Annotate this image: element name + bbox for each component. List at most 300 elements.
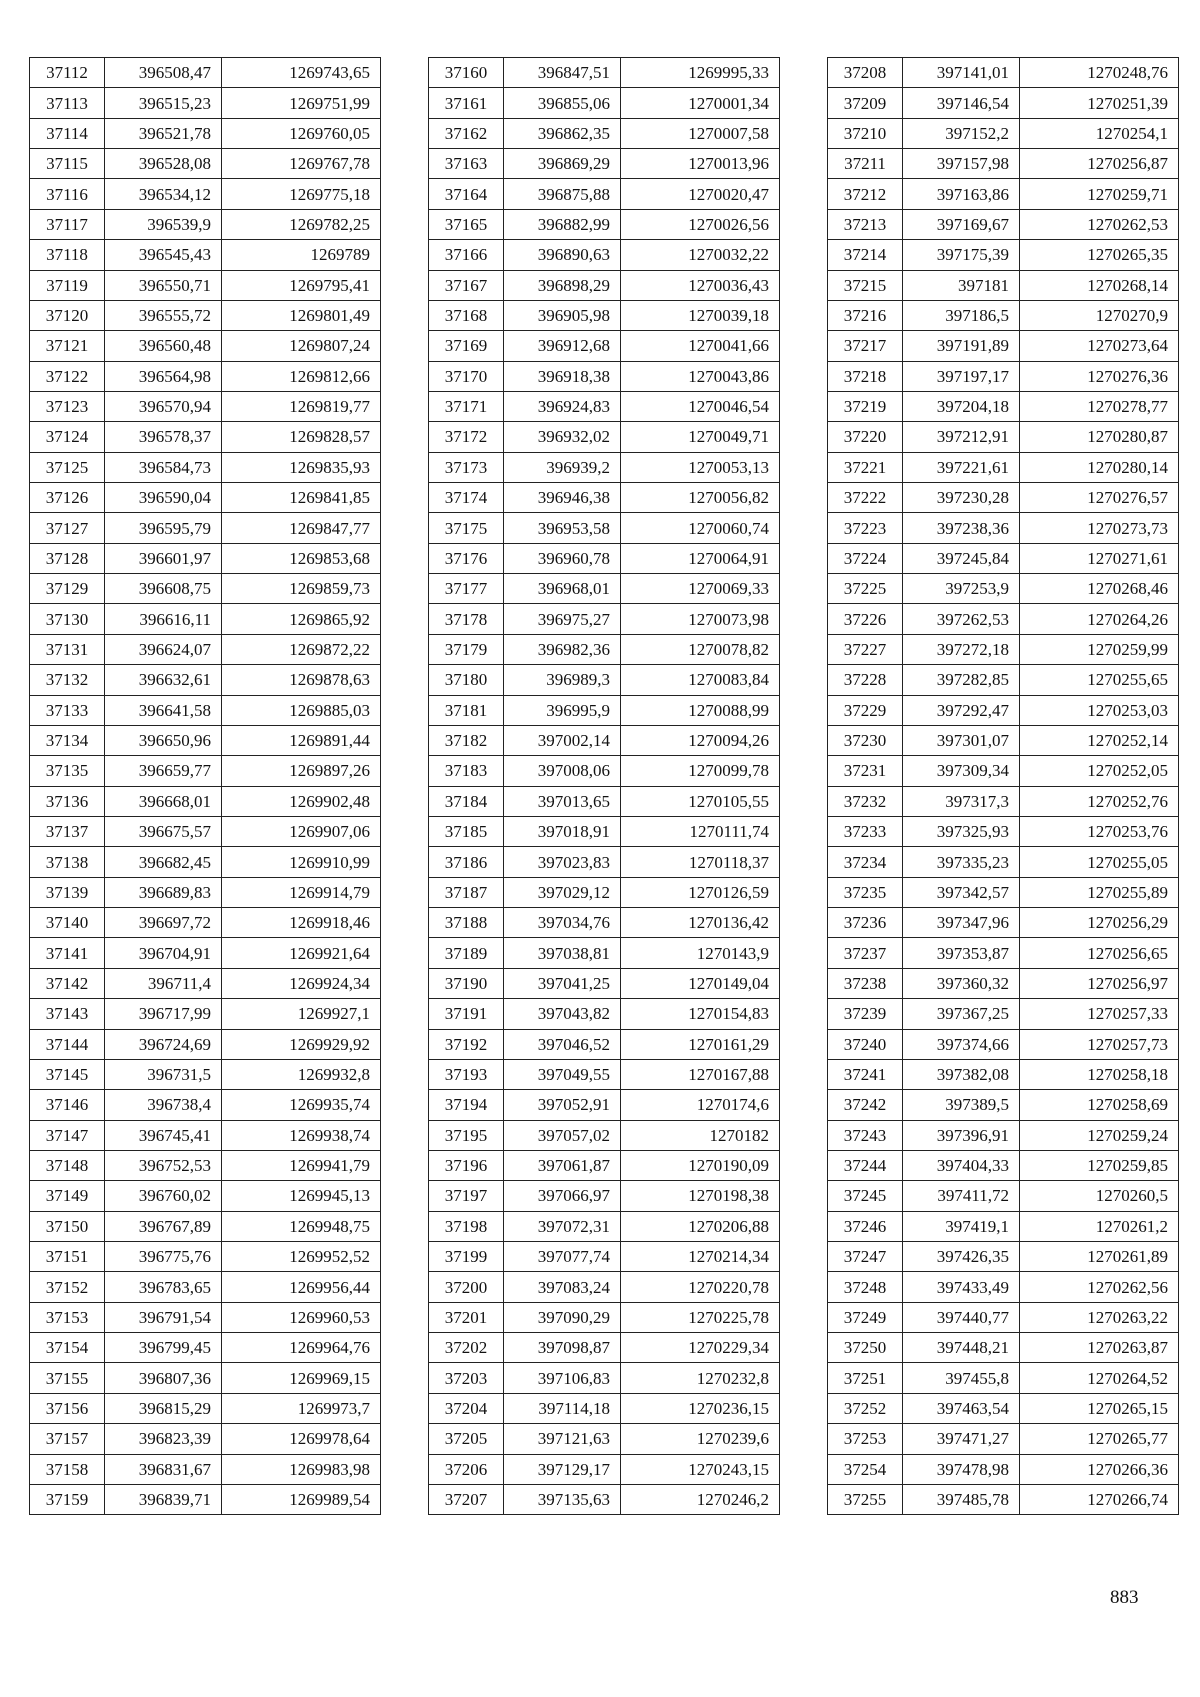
x-coordinate-cell: 396595,79: [105, 513, 222, 543]
table-row: [429, 1029, 780, 1059]
y-coordinate-cell: 1269929,92: [222, 1029, 381, 1059]
x-coordinate-cell: 396668,01: [105, 786, 222, 816]
x-coordinate-cell: 397018,91: [504, 816, 621, 846]
point-id-cell: 37209: [828, 88, 903, 118]
x-coordinate-cell: 397404,33: [903, 1150, 1020, 1180]
y-coordinate-cell: 1270280,14: [1020, 452, 1179, 482]
point-id-cell: 37134: [30, 725, 105, 755]
y-coordinate-cell: 1269847,77: [222, 513, 381, 543]
point-id-cell: 37139: [30, 877, 105, 907]
point-id-cell: 37166: [429, 240, 504, 270]
y-coordinate-cell: 1270078,82: [621, 634, 780, 664]
point-id-cell: 37136: [30, 786, 105, 816]
x-coordinate-cell: 397221,61: [903, 452, 1020, 482]
point-id-cell: 37216: [828, 300, 903, 330]
table-row: [828, 452, 1179, 482]
x-coordinate-cell: 396528,08: [105, 149, 222, 179]
y-coordinate-cell: 1270239,6: [621, 1424, 780, 1454]
x-coordinate-cell: 397121,63: [504, 1424, 621, 1454]
table-row: [30, 1393, 381, 1423]
table-row: [30, 574, 381, 604]
point-id-cell: 37188: [429, 908, 504, 938]
table-row: [828, 391, 1179, 421]
point-id-cell: 37213: [828, 209, 903, 239]
point-id-cell: 37224: [828, 543, 903, 573]
table-row: [30, 1059, 381, 1089]
table-row: [429, 361, 780, 391]
y-coordinate-cell: 1270261,2: [1020, 1211, 1179, 1241]
x-coordinate-cell: 397262,53: [903, 604, 1020, 634]
y-coordinate-cell: 1270073,98: [621, 604, 780, 634]
y-coordinate-cell: 1270266,74: [1020, 1484, 1179, 1514]
x-coordinate-cell: 397455,8: [903, 1363, 1020, 1393]
table-row: [429, 88, 780, 118]
y-coordinate-cell: 1269743,65: [222, 58, 381, 88]
coordinates-table-2: [428, 57, 780, 1515]
table-row: [30, 118, 381, 148]
point-id-cell: 37142: [30, 968, 105, 998]
point-id-cell: 37247: [828, 1242, 903, 1272]
point-id-cell: 37232: [828, 786, 903, 816]
point-id-cell: 37176: [429, 543, 504, 573]
x-coordinate-cell: 396982,36: [504, 634, 621, 664]
y-coordinate-cell: 1270236,15: [621, 1393, 780, 1423]
x-coordinate-cell: 397083,24: [504, 1272, 621, 1302]
y-coordinate-cell: 1270007,58: [621, 118, 780, 148]
y-coordinate-cell: 1270214,34: [621, 1242, 780, 1272]
x-coordinate-cell: 396882,99: [504, 209, 621, 239]
table-row: [30, 270, 381, 300]
point-id-cell: 37146: [30, 1090, 105, 1120]
table-row: [429, 240, 780, 270]
point-id-cell: 37254: [828, 1454, 903, 1484]
y-coordinate-cell: 1269828,57: [222, 422, 381, 452]
x-coordinate-cell: 397471,27: [903, 1424, 1020, 1454]
x-coordinate-cell: 397433,49: [903, 1272, 1020, 1302]
point-id-cell: 37122: [30, 361, 105, 391]
table-row: [30, 1484, 381, 1514]
y-coordinate-cell: 1270032,22: [621, 240, 780, 270]
point-id-cell: 37203: [429, 1363, 504, 1393]
x-coordinate-cell: 397191,89: [903, 331, 1020, 361]
point-id-cell: 37215: [828, 270, 903, 300]
y-coordinate-cell: 1270001,34: [621, 88, 780, 118]
point-id-cell: 37202: [429, 1333, 504, 1363]
table-row: [30, 179, 381, 209]
x-coordinate-cell: 396632,61: [105, 665, 222, 695]
table-row: [429, 604, 780, 634]
x-coordinate-cell: 396767,89: [105, 1211, 222, 1241]
table-row: [30, 1150, 381, 1180]
x-coordinate-cell: 396515,23: [105, 88, 222, 118]
table-row: [429, 270, 780, 300]
x-coordinate-cell: 396775,76: [105, 1242, 222, 1272]
x-coordinate-cell: 397309,34: [903, 756, 1020, 786]
y-coordinate-cell: 1270273,64: [1020, 331, 1179, 361]
x-coordinate-cell: 397057,02: [504, 1120, 621, 1150]
point-id-cell: 37178: [429, 604, 504, 634]
x-coordinate-cell: 397325,93: [903, 816, 1020, 846]
y-coordinate-cell: 1270261,89: [1020, 1242, 1179, 1272]
y-coordinate-cell: 1270256,29: [1020, 908, 1179, 938]
point-id-cell: 37253: [828, 1424, 903, 1454]
point-id-cell: 37206: [429, 1454, 504, 1484]
x-coordinate-cell: 396839,71: [105, 1484, 222, 1514]
point-id-cell: 37255: [828, 1484, 903, 1514]
x-coordinate-cell: 396975,27: [504, 604, 621, 634]
table-row: [828, 1272, 1179, 1302]
y-coordinate-cell: 1270136,42: [621, 908, 780, 938]
x-coordinate-cell: 397135,63: [504, 1484, 621, 1514]
y-coordinate-cell: 1270060,74: [621, 513, 780, 543]
y-coordinate-cell: 1269760,05: [222, 118, 381, 148]
point-id-cell: 37244: [828, 1150, 903, 1180]
x-coordinate-cell: 396545,43: [105, 240, 222, 270]
y-coordinate-cell: 1270268,14: [1020, 270, 1179, 300]
table-row: [30, 149, 381, 179]
coordinates-table-1: [29, 57, 381, 1515]
y-coordinate-cell: 1270263,22: [1020, 1302, 1179, 1332]
table-row: [828, 695, 1179, 725]
x-coordinate-cell: 397448,21: [903, 1333, 1020, 1363]
y-coordinate-cell: 1270271,61: [1020, 543, 1179, 573]
y-coordinate-cell: 1269989,54: [222, 1484, 381, 1514]
table-row: [30, 1120, 381, 1150]
x-coordinate-cell: 397046,52: [504, 1029, 621, 1059]
point-id-cell: 37161: [429, 88, 504, 118]
x-coordinate-cell: 397301,07: [903, 725, 1020, 755]
point-id-cell: 37130: [30, 604, 105, 634]
y-coordinate-cell: 1270174,6: [621, 1090, 780, 1120]
point-id-cell: 37169: [429, 331, 504, 361]
x-coordinate-cell: 396697,72: [105, 908, 222, 938]
y-coordinate-cell: 1270253,03: [1020, 695, 1179, 725]
x-coordinate-cell: 396815,29: [105, 1393, 222, 1423]
x-coordinate-cell: 397272,18: [903, 634, 1020, 664]
table-row: [828, 756, 1179, 786]
y-coordinate-cell: 1270161,29: [621, 1029, 780, 1059]
y-coordinate-cell: 1269885,03: [222, 695, 381, 725]
y-coordinate-cell: 1269819,77: [222, 391, 381, 421]
table-row: [828, 1333, 1179, 1363]
table-row: [30, 877, 381, 907]
point-id-cell: 37167: [429, 270, 504, 300]
x-coordinate-cell: 396608,75: [105, 574, 222, 604]
table-row: [30, 58, 381, 88]
point-id-cell: 37193: [429, 1059, 504, 1089]
x-coordinate-cell: 396890,63: [504, 240, 621, 270]
point-id-cell: 37162: [429, 118, 504, 148]
y-coordinate-cell: 1270266,36: [1020, 1454, 1179, 1484]
x-coordinate-cell: 397253,9: [903, 574, 1020, 604]
point-id-cell: 37194: [429, 1090, 504, 1120]
x-coordinate-cell: 396760,02: [105, 1181, 222, 1211]
x-coordinate-cell: 397169,67: [903, 209, 1020, 239]
point-id-cell: 37197: [429, 1181, 504, 1211]
y-coordinate-cell: 1269878,63: [222, 665, 381, 695]
x-coordinate-cell: 397419,1: [903, 1211, 1020, 1241]
point-id-cell: 37185: [429, 816, 504, 846]
y-coordinate-cell: 1270252,76: [1020, 786, 1179, 816]
x-coordinate-cell: 396555,72: [105, 300, 222, 330]
x-coordinate-cell: 397175,39: [903, 240, 1020, 270]
y-coordinate-cell: 1270246,2: [621, 1484, 780, 1514]
y-coordinate-cell: 1270105,55: [621, 786, 780, 816]
table-row: [828, 574, 1179, 604]
table-row: [30, 1363, 381, 1393]
x-coordinate-cell: 397061,87: [504, 1150, 621, 1180]
x-coordinate-cell: 396534,12: [105, 179, 222, 209]
y-coordinate-cell: 1269935,74: [222, 1090, 381, 1120]
point-id-cell: 37207: [429, 1484, 504, 1514]
x-coordinate-cell: 396508,47: [105, 58, 222, 88]
point-id-cell: 37243: [828, 1120, 903, 1150]
table-row: [429, 331, 780, 361]
y-coordinate-cell: 1269995,33: [621, 58, 780, 88]
point-id-cell: 37129: [30, 574, 105, 604]
y-coordinate-cell: 1269751,99: [222, 88, 381, 118]
y-coordinate-cell: 1270263,87: [1020, 1333, 1179, 1363]
table-row: [429, 422, 780, 452]
x-coordinate-cell: 396869,29: [504, 149, 621, 179]
point-id-cell: 37175: [429, 513, 504, 543]
x-coordinate-cell: 396905,98: [504, 300, 621, 330]
point-id-cell: 37201: [429, 1302, 504, 1332]
table-row: [429, 756, 780, 786]
table-row: [429, 574, 780, 604]
table-row: [828, 543, 1179, 573]
point-id-cell: 37124: [30, 422, 105, 452]
x-coordinate-cell: 396831,67: [105, 1454, 222, 1484]
y-coordinate-cell: 1270126,59: [621, 877, 780, 907]
table-row: [828, 1120, 1179, 1150]
table-row: [828, 634, 1179, 664]
point-id-cell: 37186: [429, 847, 504, 877]
point-id-cell: 37132: [30, 665, 105, 695]
point-id-cell: 37181: [429, 695, 504, 725]
y-coordinate-cell: 1269782,25: [222, 209, 381, 239]
x-coordinate-cell: 396641,58: [105, 695, 222, 725]
table-row: [429, 665, 780, 695]
point-id-cell: 37131: [30, 634, 105, 664]
y-coordinate-cell: 1270265,35: [1020, 240, 1179, 270]
x-coordinate-cell: 396855,06: [504, 88, 621, 118]
point-id-cell: 37177: [429, 574, 504, 604]
table-row: [828, 179, 1179, 209]
point-id-cell: 37113: [30, 88, 105, 118]
x-coordinate-cell: 397052,91: [504, 1090, 621, 1120]
point-id-cell: 37235: [828, 877, 903, 907]
point-id-cell: 37225: [828, 574, 903, 604]
point-id-cell: 37238: [828, 968, 903, 998]
point-id-cell: 37230: [828, 725, 903, 755]
table-row: [30, 300, 381, 330]
table-row: [828, 1393, 1179, 1423]
x-coordinate-cell: 396560,48: [105, 331, 222, 361]
point-id-cell: 37226: [828, 604, 903, 634]
x-coordinate-cell: 396799,45: [105, 1333, 222, 1363]
table-row: [30, 604, 381, 634]
table-row: [30, 725, 381, 755]
point-id-cell: 37195: [429, 1120, 504, 1150]
table-row: [828, 300, 1179, 330]
y-coordinate-cell: 1270049,71: [621, 422, 780, 452]
table-row: [30, 1333, 381, 1363]
table-row: [429, 1150, 780, 1180]
table-row: [30, 1090, 381, 1120]
point-id-cell: 37121: [30, 331, 105, 361]
y-coordinate-cell: 1270257,33: [1020, 999, 1179, 1029]
point-id-cell: 37165: [429, 209, 504, 239]
table-row: [30, 391, 381, 421]
point-id-cell: 37149: [30, 1181, 105, 1211]
x-coordinate-cell: 397034,76: [504, 908, 621, 938]
point-id-cell: 37133: [30, 695, 105, 725]
y-coordinate-cell: 1269932,8: [222, 1059, 381, 1089]
y-coordinate-cell: 1269812,66: [222, 361, 381, 391]
x-coordinate-cell: 396898,29: [504, 270, 621, 300]
point-id-cell: 37138: [30, 847, 105, 877]
x-coordinate-cell: 397485,78: [903, 1484, 1020, 1514]
x-coordinate-cell: 396601,97: [105, 543, 222, 573]
table-row: [30, 634, 381, 664]
y-coordinate-cell: 1270094,26: [621, 725, 780, 755]
table-row: [30, 1272, 381, 1302]
table-row: [828, 725, 1179, 755]
x-coordinate-cell: 397478,98: [903, 1454, 1020, 1484]
point-id-cell: 37163: [429, 149, 504, 179]
y-coordinate-cell: 1270111,74: [621, 816, 780, 846]
point-id-cell: 37245: [828, 1181, 903, 1211]
y-coordinate-cell: 1270036,43: [621, 270, 780, 300]
point-id-cell: 37241: [828, 1059, 903, 1089]
y-coordinate-cell: 1270088,99: [621, 695, 780, 725]
y-coordinate-cell: 1269795,41: [222, 270, 381, 300]
x-coordinate-cell: 396745,41: [105, 1120, 222, 1150]
table-row: [828, 270, 1179, 300]
x-coordinate-cell: 396616,11: [105, 604, 222, 634]
table-row: [429, 877, 780, 907]
y-coordinate-cell: 1270273,73: [1020, 513, 1179, 543]
y-coordinate-cell: 1270259,24: [1020, 1120, 1179, 1150]
x-coordinate-cell: 396912,68: [504, 331, 621, 361]
x-coordinate-cell: 396724,69: [105, 1029, 222, 1059]
point-id-cell: 37227: [828, 634, 903, 664]
point-id-cell: 37192: [429, 1029, 504, 1059]
y-coordinate-cell: 1269978,64: [222, 1424, 381, 1454]
y-coordinate-cell: 1270143,9: [621, 938, 780, 968]
table-row: [828, 422, 1179, 452]
table-row: [429, 938, 780, 968]
point-id-cell: 37118: [30, 240, 105, 270]
y-coordinate-cell: 1270255,89: [1020, 877, 1179, 907]
point-id-cell: 37236: [828, 908, 903, 938]
y-coordinate-cell: 1270248,76: [1020, 58, 1179, 88]
x-coordinate-cell: 396550,71: [105, 270, 222, 300]
x-coordinate-cell: 397008,06: [504, 756, 621, 786]
table-row: [429, 1363, 780, 1393]
table-row: [828, 908, 1179, 938]
x-coordinate-cell: 396946,38: [504, 483, 621, 513]
y-coordinate-cell: 1270264,52: [1020, 1363, 1179, 1393]
point-id-cell: 37135: [30, 756, 105, 786]
point-id-cell: 37239: [828, 999, 903, 1029]
x-coordinate-cell: 397230,28: [903, 483, 1020, 513]
y-coordinate-cell: 1270167,88: [621, 1059, 780, 1089]
y-coordinate-cell: 1269983,98: [222, 1454, 381, 1484]
point-id-cell: 37155: [30, 1363, 105, 1393]
y-coordinate-cell: 1270206,88: [621, 1211, 780, 1241]
x-coordinate-cell: 397129,17: [504, 1454, 621, 1484]
table-row: [30, 908, 381, 938]
x-coordinate-cell: 397353,87: [903, 938, 1020, 968]
x-coordinate-cell: 396968,01: [504, 574, 621, 604]
y-coordinate-cell: 1269918,46: [222, 908, 381, 938]
y-coordinate-cell: 1270154,83: [621, 999, 780, 1029]
x-coordinate-cell: 396847,51: [504, 58, 621, 88]
point-id-cell: 37154: [30, 1333, 105, 1363]
y-coordinate-cell: 1270149,04: [621, 968, 780, 998]
x-coordinate-cell: 397347,96: [903, 908, 1020, 938]
point-id-cell: 37125: [30, 452, 105, 482]
x-coordinate-cell: 396932,02: [504, 422, 621, 452]
x-coordinate-cell: 397098,87: [504, 1333, 621, 1363]
y-coordinate-cell: 1270182: [621, 1120, 780, 1150]
x-coordinate-cell: 396807,36: [105, 1363, 222, 1393]
point-id-cell: 37249: [828, 1302, 903, 1332]
point-id-cell: 37248: [828, 1272, 903, 1302]
y-coordinate-cell: 1269891,44: [222, 725, 381, 755]
y-coordinate-cell: 1270268,46: [1020, 574, 1179, 604]
x-coordinate-cell: 397114,18: [504, 1393, 621, 1423]
point-id-cell: 37217: [828, 331, 903, 361]
table-row: [828, 1150, 1179, 1180]
table-row: [30, 209, 381, 239]
point-id-cell: 37252: [828, 1393, 903, 1423]
point-id-cell: 37211: [828, 149, 903, 179]
y-coordinate-cell: 1269914,79: [222, 877, 381, 907]
x-coordinate-cell: 396862,35: [504, 118, 621, 148]
point-id-cell: 37119: [30, 270, 105, 300]
x-coordinate-cell: 396539,9: [105, 209, 222, 239]
table-row: [30, 665, 381, 695]
table-row: [30, 1242, 381, 1272]
x-coordinate-cell: 396939,2: [504, 452, 621, 482]
point-id-cell: 37221: [828, 452, 903, 482]
x-coordinate-cell: 397292,47: [903, 695, 1020, 725]
y-coordinate-cell: 1269872,22: [222, 634, 381, 664]
x-coordinate-cell: 397181: [903, 270, 1020, 300]
table-row: [30, 695, 381, 725]
table-row: [30, 1181, 381, 1211]
y-coordinate-cell: 1270198,38: [621, 1181, 780, 1211]
y-coordinate-cell: 1270256,97: [1020, 968, 1179, 998]
table-row: [30, 240, 381, 270]
table-row: [30, 847, 381, 877]
point-id-cell: 37128: [30, 543, 105, 573]
point-id-cell: 37228: [828, 665, 903, 695]
point-id-cell: 37231: [828, 756, 903, 786]
point-id-cell: 37246: [828, 1211, 903, 1241]
y-coordinate-cell: 1270243,15: [621, 1454, 780, 1484]
y-coordinate-cell: 1270064,91: [621, 543, 780, 573]
y-coordinate-cell: 1269960,53: [222, 1302, 381, 1332]
x-coordinate-cell: 397106,83: [504, 1363, 621, 1393]
x-coordinate-cell: 397141,01: [903, 58, 1020, 88]
point-id-cell: 37204: [429, 1393, 504, 1423]
point-id-cell: 37140: [30, 908, 105, 938]
y-coordinate-cell: 1269924,34: [222, 968, 381, 998]
